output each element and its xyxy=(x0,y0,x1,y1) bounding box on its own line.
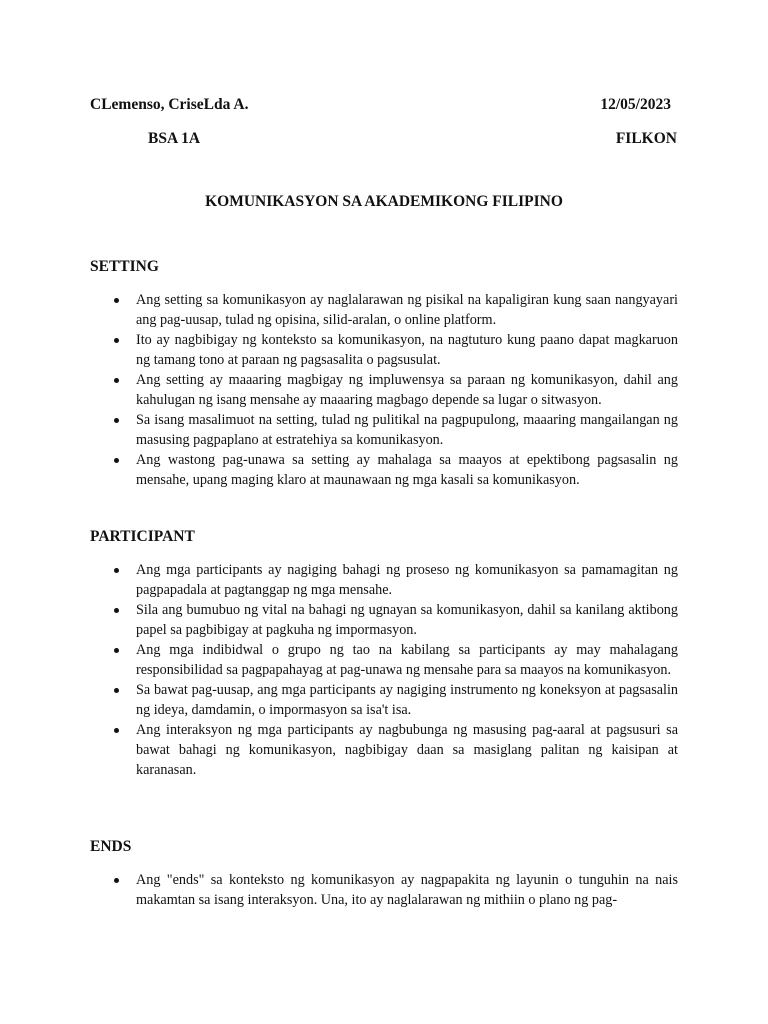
bullet-item: Ang mga participants ay nagiging bahagi ng proseso ng komunikasyon sa pamamagitan ng pagpapadala at pagtanggap ng mga mensahe. xyxy=(90,560,678,600)
bullet-item: Sa isang masalimuot na setting, tulad ng pulitikal na pagpupulong, maaaring mangailangan ng masusing pagpaplano at estratehiya sa komunikasyon. xyxy=(90,410,678,450)
class-section: BSA 1A xyxy=(148,130,201,147)
bullet-item: Ito ay nagbibigay ng konteksto sa komunikasyon, na nagtuturo kung paano dapat magkaruon ng tamang tono at paraan ng pagsasalita o pagsusulat. xyxy=(90,330,678,370)
section-setting xyxy=(90,258,678,490)
subject-code: FILKON xyxy=(615,130,677,147)
bullet-item: Ang wastong pag-unawa sa setting ay mahalaga sa maayos at epektibong pagsasalin ng mensahe, upang maging klaro at maunawaan ng mga kasali sa komunikasyon. xyxy=(90,450,678,490)
bullet-item: Ang setting ay maaaring magbigay ng impluwensya sa paraan ng komunikasyon, dahil ang kahulugan ng isang mensahe ay maaaring magbago depende sa lugar o sitwasyon. xyxy=(90,370,678,410)
bullet-item: Sila ang bumubuo ng vital na bahagi ng ugnayan sa komunikasyon, dahil sa kanilang aktibong papel sa pagbibigay at pagkuha ng impormasyon. xyxy=(90,600,678,640)
document-title: KOMUNIKASYON SA AKADEMIKONG FILIPINO xyxy=(205,193,563,210)
bullet-item: Sa bawat pag-uusap, ang mga participants ay nagiging instrumento ng koneksyon at pagsasalin ng ideya, damdamin, o impormasyon sa isa't isa. xyxy=(90,680,678,720)
bullet-list xyxy=(90,290,678,490)
section-participant xyxy=(90,528,678,780)
bullet-list xyxy=(90,870,678,910)
bullet-item: Ang mga indibidwal o grupo ng tao na kabilang sa participants ay may mahalagang responsibilidad sa pagpapahayag at pag-unawa ng mensahe para sa maayos na komunikasyon. xyxy=(90,640,678,680)
section-heading: PARTICIPANT xyxy=(90,528,195,545)
section-heading: ENDS xyxy=(90,838,132,855)
bullet-list xyxy=(90,560,678,780)
section-ends xyxy=(90,838,678,910)
author-name: CLemenso, CriseLda A. xyxy=(90,96,249,113)
bullet-item: Ang "ends" sa konteksto ng komunikasyon ay nagpapakita ng layunin o tunguhin na nais makamtan sa isang interaksyon. Una, ito ay naglalarawan ng mithiin o plano ng pag- xyxy=(90,870,678,910)
bullet-item: Ang interaksyon ng mga participants ay nagbubunga ng masusing pag-aaral at pagsusuri sa bawat bahagi ng komunikasyon, nagbibigay daan sa masiglang palitan ng kaisipan at karanasan. xyxy=(90,720,678,780)
bullet-item: Ang setting sa komunikasyon ay naglalarawan ng pisikal na kapaligiran kung saan nangyayari ang pag-uusap, tulad ng opisina, silid-aralan, o online platform. xyxy=(90,290,678,330)
section-heading: SETTING xyxy=(90,258,159,275)
document-date: 12/05/2023 xyxy=(600,96,671,113)
